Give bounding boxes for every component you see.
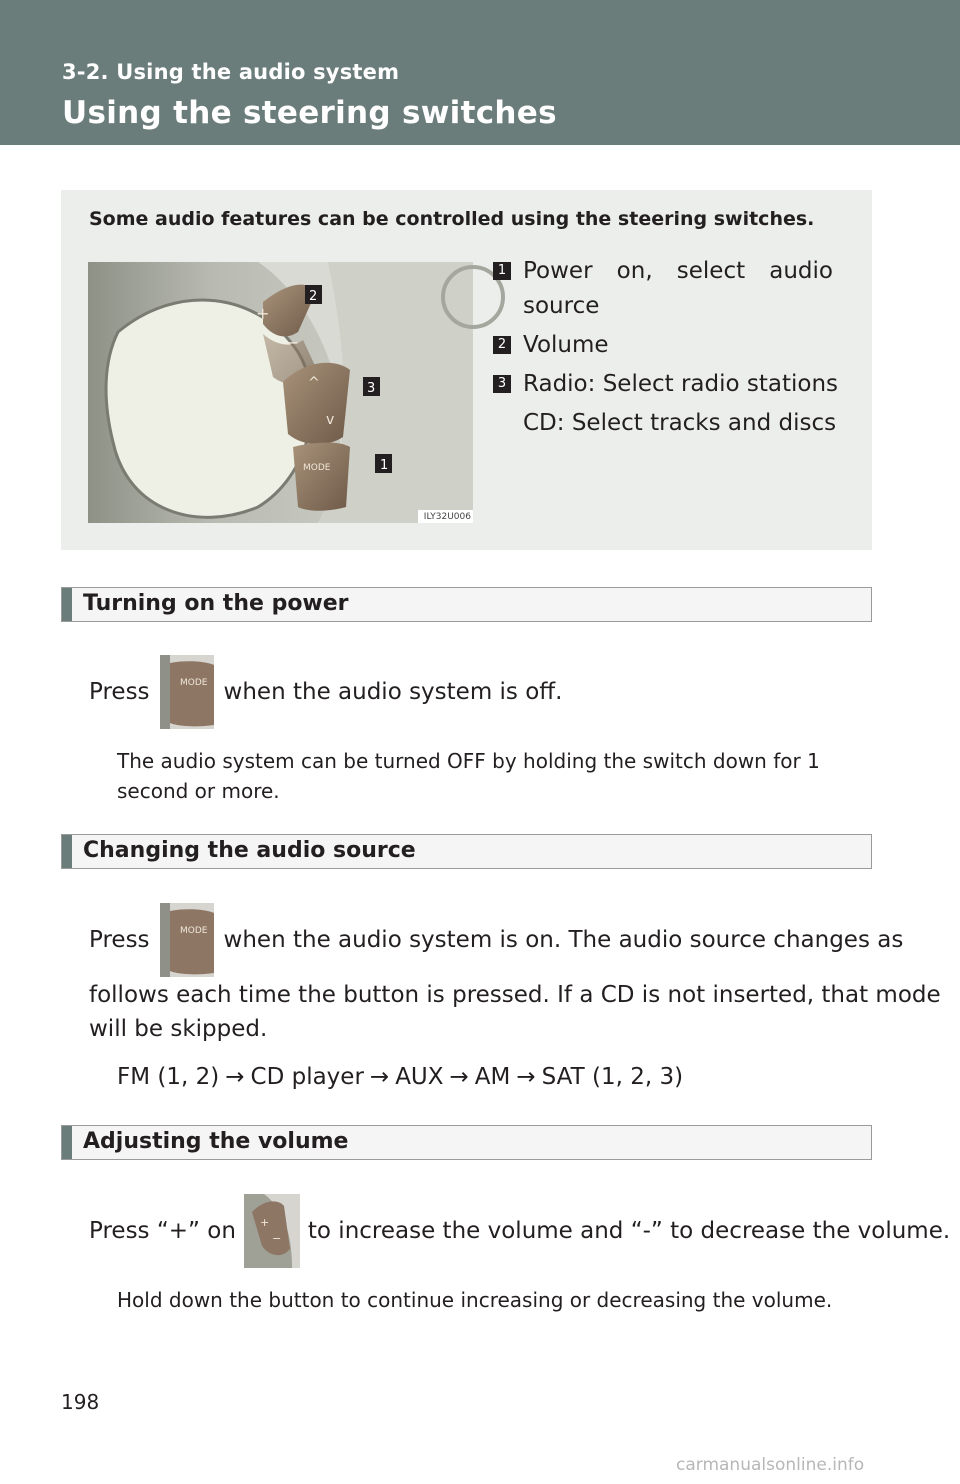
- steering-wheel-illustration: [88, 262, 473, 523]
- callout-number: 3: [493, 375, 511, 393]
- mode-button-image: [160, 903, 214, 977]
- callout-text: Power on, select audio source: [523, 258, 833, 319]
- press-text: Press: [89, 926, 150, 953]
- callout-3-number: 3: [367, 381, 376, 396]
- arrow-icon: →: [225, 1064, 245, 1090]
- mode-button-icon: [160, 903, 214, 977]
- mode-button-image: [160, 655, 214, 729]
- callout-number: 2: [493, 336, 511, 354]
- section-title: Changing the audio source: [83, 838, 416, 863]
- source-cd: CD player: [250, 1064, 364, 1090]
- seek-down-icon: v: [326, 412, 335, 428]
- section-title: Turning on the power: [83, 591, 349, 616]
- page-number: 198: [61, 1390, 100, 1414]
- press-text: Press: [89, 678, 150, 705]
- section-header-source: [61, 834, 872, 869]
- intro-text: Some audio features can be controlled using the steering switches.: [89, 208, 815, 230]
- callout-item: [493, 367, 838, 441]
- volume-button-icon: [244, 1194, 300, 1268]
- press-text: Press “+” on: [89, 1217, 236, 1244]
- power-note: The audio system can be turned OFF by holding the switch down for 1 second or more.: [117, 749, 820, 803]
- watermark: carmanualsonline.info: [676, 1455, 865, 1475]
- callout-text-cd: CD: Select tracks and discs: [523, 410, 837, 436]
- press-after-text: to increase the volume and “-” to decrease the volume.: [307, 1217, 951, 1244]
- source-line-3: will be skipped.: [89, 1016, 268, 1042]
- source-aux: AUX: [395, 1064, 444, 1090]
- press-after-text: when the audio system is on. The audio source changes as: [223, 926, 904, 953]
- steering-wheel-image: [88, 262, 473, 523]
- section-header-volume: [61, 1125, 872, 1160]
- minus-glyph: −: [271, 1232, 282, 1245]
- source-fm: FM (1, 2): [117, 1064, 220, 1090]
- source-am: AM: [474, 1064, 511, 1090]
- mode-button-label: MODE: [179, 678, 208, 688]
- callout-text-radio: Radio: Select radio stations: [523, 371, 839, 397]
- page-title: Using the steering switches: [62, 95, 557, 131]
- mode-label: MODE: [303, 463, 331, 473]
- callout-1-number: 1: [380, 458, 389, 473]
- callout-item: [493, 328, 838, 363]
- arrow-icon: →: [369, 1064, 390, 1090]
- source-line-2: follows each time the button is pressed. If a CD is not inserted, that mode: [89, 982, 941, 1008]
- section-accent: [62, 835, 72, 868]
- callout-2-number: 2: [309, 289, 318, 304]
- intro-panel: [61, 190, 872, 550]
- arrow-icon: →: [516, 1064, 536, 1090]
- callout-number: 1: [493, 262, 511, 280]
- section-accent: [62, 1126, 72, 1159]
- vol-minus-label: −: [286, 333, 300, 352]
- volume-instruction: [89, 1194, 950, 1268]
- power-instruction: [89, 655, 562, 729]
- mode-button-label: MODE: [179, 926, 208, 936]
- callout-list: [493, 254, 838, 445]
- mode-button-icon: [160, 655, 214, 729]
- arrow-icon: →: [449, 1064, 469, 1090]
- section-title: Adjusting the volume: [83, 1129, 349, 1154]
- page-header: [0, 0, 960, 145]
- callout-text: Volume: [523, 332, 609, 358]
- callout-item: [493, 254, 838, 324]
- source-sat: SAT (1, 2, 3): [541, 1064, 684, 1090]
- section-accent: [62, 588, 72, 621]
- press-after-text: when the audio system is off.: [223, 678, 563, 705]
- section-header-power: [61, 587, 872, 622]
- vol-plus-label: +: [256, 304, 270, 323]
- section-heading: 3-2. Using the audio system: [62, 60, 400, 84]
- volume-note: Hold down the button to continue increasing or decreasing the volume.: [117, 1288, 833, 1312]
- volume-button-image: [244, 1194, 300, 1268]
- image-code: ILY32U006: [423, 512, 471, 522]
- source-sequence: [117, 1060, 683, 1095]
- seek-up-icon: ^: [308, 375, 320, 391]
- plus-glyph: +: [259, 1216, 270, 1229]
- source-instruction: [89, 903, 904, 977]
